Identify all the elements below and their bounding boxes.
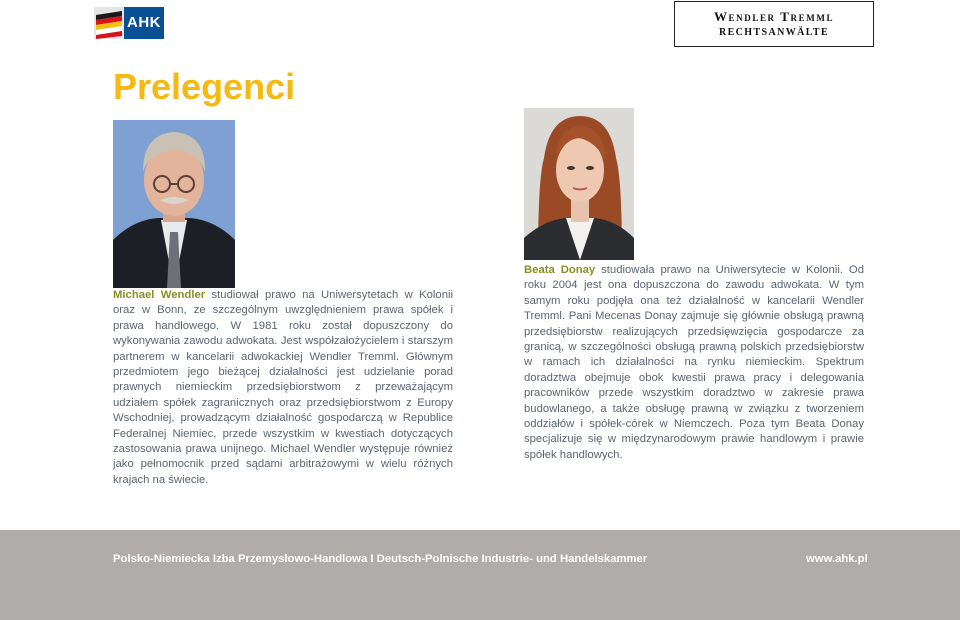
de-pl-flag-icon	[94, 7, 124, 39]
wendler-tremml-logo	[674, 1, 874, 47]
footer-bar	[0, 530, 960, 620]
footer-website-link[interactable]: www.ahk.pl	[806, 553, 868, 565]
speaker-photo-donay	[524, 108, 634, 260]
speaker-bio-text: studiował prawo na Uniwersytetach w Kolonii oraz w Bonn, ze szczególnym uwzględnieniem prawa spółek i prawa handlowego. W 1981 roku został dopuszczony do wykonywania zawodu adwokata. Jest współzałożycielem i starszym partnerem w kancelarii adwokackiej Wendler Tremml. Głównym przedmiotem jego bieżącej działalności jest udzielanie porad prawnych niemieckim przedsiębiorstwom z przeważającym udziałem spółek zagranicznych oraz przedsiębiorstwom z Europy Wschodniej, prowadzącym działalność gospodarczą w Republice Federalnej Niemiec, przede wszystkim w kwestiach dotyczących zastosowania prawa unijnego. Michael Wendler występuje również jako pełnomocnik przed sądami arbitrażowymi w wielu różnych krajach na świecie.	[113, 289, 453, 486]
speaker-name: Beata Donay	[524, 264, 596, 276]
speaker-name: Michael Wendler	[113, 289, 206, 301]
ahk-logo	[94, 7, 164, 39]
speaker-photo-wendler	[113, 120, 235, 288]
ahk-logo-text: AHK	[124, 7, 164, 39]
firm-name: Wendler Tremml	[713, 9, 835, 24]
page-title: Prelegenci	[113, 66, 296, 107]
speaker-bio-wendler	[113, 288, 453, 488]
footer-chamber-name: Polsko-Niemiecka Izba Przemysłowo-Handlowa I Deutsch-Polnische Industrie- und Handelskammer	[113, 553, 648, 565]
speaker-bio-text: studiowała prawo na Uniwersytecie w Kolonii. Od roku 2004 jest ona dopuszczona do zawodu adwokata. W tym samym roku podjęła ona też działalność w kancelarii Wendler Tremml. Pani Mecenas Donay zajmuje się głównie obsługą prawną przedsiębiorstw realizujących przedsięwzięcia gospodarcze za granicą, w szczególności obsługą prawną polskich przedsiębiorstw w ramach ich działalności na rynku niemieckim. Spektrum doradztwa obejmuje obok kwestii prawa pracy i delegowania pracowników przede wszystkim doradztwo w zakresie prawa budowlanego, a także obsługę prawną w związku z tworzeniem oddziałów i spółek-córek w Niemczech. Poza tym Beata Donay specjalizuje się w międzynarodowym prawie handlowym i prawie spółek handlowych.	[524, 264, 864, 461]
firm-subtitle: RECHTSANWÄLTE	[718, 27, 830, 38]
speaker-bio-donay	[524, 263, 864, 463]
